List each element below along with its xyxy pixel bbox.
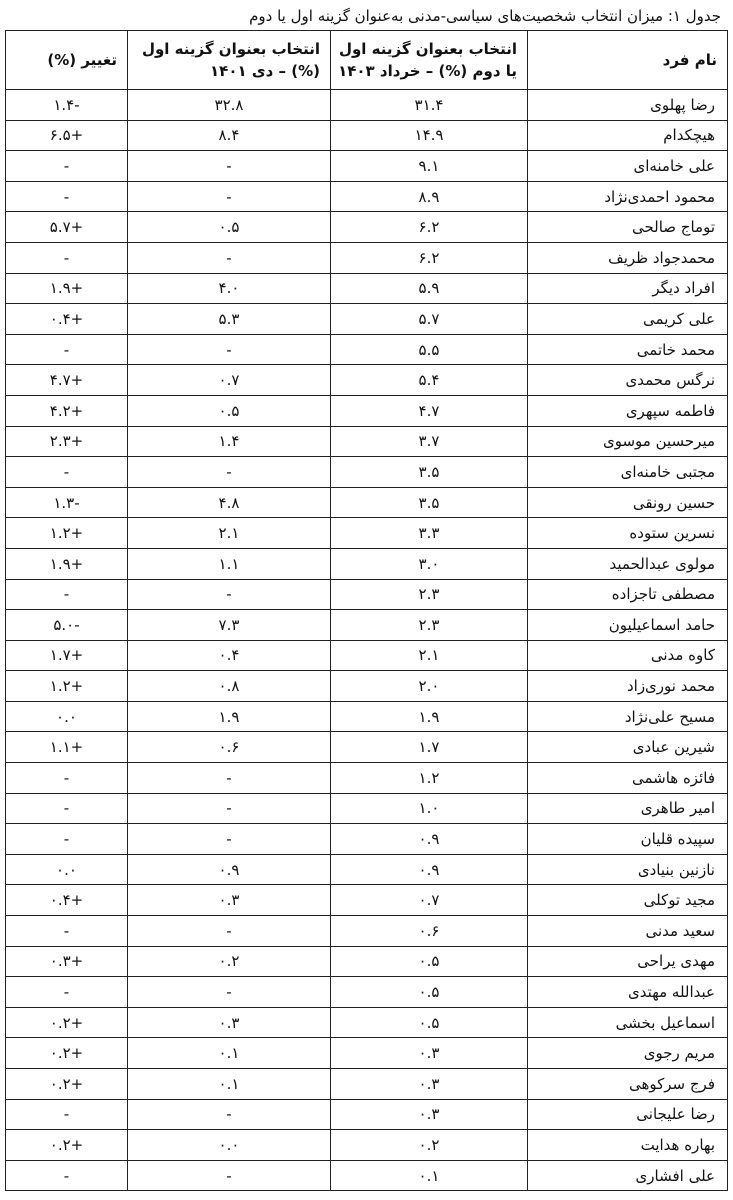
- cell-change: ۰.۰: [6, 701, 128, 732]
- cell-change: +۶.۵: [6, 120, 128, 151]
- cell-1403: ۵.۹: [331, 273, 528, 304]
- cell-change: -۱.۳: [6, 487, 128, 518]
- cell-1403: ۵.۷: [331, 304, 528, 335]
- cell-1403: ۰.۵: [331, 1007, 528, 1038]
- cell-change: +۰.۲: [6, 1038, 128, 1069]
- table-row: [6, 90, 728, 121]
- cell-1401: -: [128, 334, 331, 365]
- cell-1403: ۱.۷: [331, 732, 528, 763]
- table-row: [6, 426, 728, 457]
- table-row: [6, 273, 728, 304]
- cell-1401: ۰.۸: [128, 671, 331, 702]
- cell-change: +۱.۹: [6, 548, 128, 579]
- cell-1403: ۳.۵: [331, 457, 528, 488]
- cell-name: رضا پهلوی: [528, 90, 728, 121]
- cell-change: +۰.۳: [6, 946, 128, 977]
- cell-1403: ۰.۳: [331, 1069, 528, 1100]
- cell-1403: ۶.۲: [331, 212, 528, 243]
- cell-name: علی کریمی: [528, 304, 728, 335]
- cell-1403: ۰.۵: [331, 977, 528, 1008]
- cell-1403: ۳.۰: [331, 548, 528, 579]
- cell-1403: ۸.۹: [331, 181, 528, 212]
- table-row: [6, 854, 728, 885]
- table-row: [6, 885, 728, 916]
- cell-name: کاوه مدنی: [528, 640, 728, 671]
- cell-name: فاطمه سپهری: [528, 395, 728, 426]
- table-row: [6, 548, 728, 579]
- cell-name: اسماعیل بخشی: [528, 1007, 728, 1038]
- table-row: [6, 395, 728, 426]
- cell-name: مجید توکلی: [528, 885, 728, 916]
- cell-1403: ۲.۳: [331, 579, 528, 610]
- table-row: [6, 181, 728, 212]
- cell-1403: ۲.۱: [331, 640, 528, 671]
- cell-1403: ۲.۳: [331, 610, 528, 641]
- table-row: [6, 640, 728, 671]
- cell-change: +۵.۷: [6, 212, 128, 243]
- cell-1403: ۰.۳: [331, 1038, 528, 1069]
- cell-change: -: [6, 793, 128, 824]
- cell-name: مولوی عبدالحمید: [528, 548, 728, 579]
- table-row: [6, 671, 728, 702]
- cell-name: مریم رجوی: [528, 1038, 728, 1069]
- table-header-row: [6, 31, 728, 90]
- cell-change: -: [6, 824, 128, 855]
- cell-1403: ۱.۹: [331, 701, 528, 732]
- cell-1401: -: [128, 181, 331, 212]
- table-row: [6, 916, 728, 947]
- cell-1401: -: [128, 151, 331, 182]
- table-row: [6, 1130, 728, 1161]
- cell-1401: -: [128, 763, 331, 794]
- cell-change: -: [6, 1099, 128, 1130]
- table-row: [6, 763, 728, 794]
- table-row: [6, 365, 728, 396]
- cell-name: مسیح علی‌نژاد: [528, 701, 728, 732]
- cell-name: سعید مدنی: [528, 916, 728, 947]
- cell-name: علی خامنه‌ای: [528, 151, 728, 182]
- cell-1403: ۵.۵: [331, 334, 528, 365]
- table-body: [6, 90, 728, 1191]
- cell-1401: ۳۲.۸: [128, 90, 331, 121]
- cell-1401: ۲.۱: [128, 518, 331, 549]
- cell-1403: ۴.۷: [331, 395, 528, 426]
- cell-change: +۰.۲: [6, 1130, 128, 1161]
- cell-1401: ۰.۷: [128, 365, 331, 396]
- cell-1401: -: [128, 242, 331, 273]
- cell-change: -: [6, 916, 128, 947]
- cell-1403: ۱.۲: [331, 763, 528, 794]
- cell-1401: -: [128, 916, 331, 947]
- cell-change: -: [6, 457, 128, 488]
- cell-1401: ۸.۴: [128, 120, 331, 151]
- cell-1401: -: [128, 1099, 331, 1130]
- cell-1403: ۳۱.۴: [331, 90, 528, 121]
- cell-1403: ۱.۰: [331, 793, 528, 824]
- table-row: [6, 242, 728, 273]
- cell-name: حامد اسماعیلیون: [528, 610, 728, 641]
- cell-name: هیچکدام: [528, 120, 728, 151]
- cell-1401: ۱.۹: [128, 701, 331, 732]
- cell-1401: ۴.۰: [128, 273, 331, 304]
- cell-name: میرحسین موسوی: [528, 426, 728, 457]
- cell-1403: ۵.۴: [331, 365, 528, 396]
- cell-change: +۴.۷: [6, 365, 128, 396]
- table-caption: جدول ۱: میزان انتخاب شخصیت‌های سیاسی-مدنی به‌عنوان گزینه اول یا دوم: [249, 7, 721, 25]
- cell-1403: ۳.۵: [331, 487, 528, 518]
- cell-1403: ۰.۳: [331, 1099, 528, 1130]
- cell-change: -۵.۰: [6, 610, 128, 641]
- cell-name: رضا علیجانی: [528, 1099, 728, 1130]
- cell-name: شیرین عبادی: [528, 732, 728, 763]
- header-change: تغییر (%): [6, 31, 128, 90]
- cell-1401: -: [128, 579, 331, 610]
- cell-1403: ۰.۲: [331, 1130, 528, 1161]
- cell-name: توماج صالحی: [528, 212, 728, 243]
- results-table: [5, 30, 728, 1191]
- cell-change: +۰.۴: [6, 304, 128, 335]
- cell-name: محمدجواد ظریف: [528, 242, 728, 273]
- table-row: [6, 1007, 728, 1038]
- header-1401: انتخاب بعنوان گزینه اول (%) – دی ۱۴۰۱: [128, 31, 331, 90]
- cell-1401: ۰.۴: [128, 640, 331, 671]
- table-row: [6, 487, 728, 518]
- cell-1401: ۰.۹: [128, 854, 331, 885]
- cell-name: نرگس محمدی: [528, 365, 728, 396]
- table-row: [6, 304, 728, 335]
- cell-1403: ۰.۶: [331, 916, 528, 947]
- cell-change: +۴.۲: [6, 395, 128, 426]
- table-row: [6, 793, 728, 824]
- cell-1403: ۶.۲: [331, 242, 528, 273]
- cell-1403: ۹.۱: [331, 151, 528, 182]
- cell-1401: ۰.۵: [128, 395, 331, 426]
- table-row: [6, 1099, 728, 1130]
- cell-1401: ۰.۶: [128, 732, 331, 763]
- cell-1401: -: [128, 824, 331, 855]
- cell-1401: ۱.۴: [128, 426, 331, 457]
- cell-name: امیر طاهری: [528, 793, 728, 824]
- cell-name: مصطفی تاجزاده: [528, 579, 728, 610]
- cell-1401: -: [128, 977, 331, 1008]
- cell-change: -۱.۴: [6, 90, 128, 121]
- table-row: [6, 334, 728, 365]
- cell-change: ۰.۰: [6, 854, 128, 885]
- cell-name: مهدی یراحی: [528, 946, 728, 977]
- cell-name: نسرین ستوده: [528, 518, 728, 549]
- table-row: [6, 1069, 728, 1100]
- cell-1403: ۰.۹: [331, 854, 528, 885]
- cell-name: فرج سرکوهی: [528, 1069, 728, 1100]
- cell-1401: -: [128, 457, 331, 488]
- cell-1403: ۰.۱: [331, 1160, 528, 1191]
- cell-1401: ۷.۳: [128, 610, 331, 641]
- table-row: [6, 1038, 728, 1069]
- cell-name: بهاره هدایت: [528, 1130, 728, 1161]
- table-row: [6, 610, 728, 641]
- cell-change: +۱.۷: [6, 640, 128, 671]
- cell-1401: ۰.۱: [128, 1069, 331, 1100]
- cell-change: -: [6, 151, 128, 182]
- table-row: [6, 579, 728, 610]
- cell-name: افراد دیگر: [528, 273, 728, 304]
- table-row: [6, 518, 728, 549]
- cell-1403: ۰.۵: [331, 946, 528, 977]
- cell-1401: ۵.۳: [128, 304, 331, 335]
- table-row: [6, 1160, 728, 1191]
- cell-1401: ۰.۳: [128, 885, 331, 916]
- cell-change: +۰.۴: [6, 885, 128, 916]
- table-row: [6, 120, 728, 151]
- cell-change: +۱.۹: [6, 273, 128, 304]
- cell-1401: ۰.۱: [128, 1038, 331, 1069]
- cell-1401: -: [128, 793, 331, 824]
- cell-1401: ۱.۱: [128, 548, 331, 579]
- cell-name: محمود احمدی‌نژاد: [528, 181, 728, 212]
- table-row: [6, 824, 728, 855]
- cell-1403: ۰.۹: [331, 824, 528, 855]
- cell-1403: ۲.۰: [331, 671, 528, 702]
- cell-name: محمد خاتمی: [528, 334, 728, 365]
- cell-change: -: [6, 334, 128, 365]
- cell-1401: ۰.۳: [128, 1007, 331, 1038]
- cell-1403: ۰.۷: [331, 885, 528, 916]
- cell-change: -: [6, 181, 128, 212]
- cell-name: حسین رونقی: [528, 487, 728, 518]
- cell-change: -: [6, 579, 128, 610]
- cell-change: -: [6, 763, 128, 794]
- cell-change: +۰.۲: [6, 1007, 128, 1038]
- cell-1403: ۳.۳: [331, 518, 528, 549]
- cell-change: +۱.۲: [6, 671, 128, 702]
- table-row: [6, 732, 728, 763]
- cell-change: +۰.۲: [6, 1069, 128, 1100]
- header-name: نام فرد: [528, 31, 728, 90]
- cell-name: عبدالله مهتدی: [528, 977, 728, 1008]
- cell-1403: ۳.۷: [331, 426, 528, 457]
- cell-change: +۱.۲: [6, 518, 128, 549]
- cell-name: فائزه هاشمی: [528, 763, 728, 794]
- cell-name: محمد نوری‌زاد: [528, 671, 728, 702]
- cell-name: مجتبی خامنه‌ای: [528, 457, 728, 488]
- table-row: [6, 212, 728, 243]
- cell-change: -: [6, 977, 128, 1008]
- cell-1401: ۰.۲: [128, 946, 331, 977]
- cell-name: نازنین بنیادی: [528, 854, 728, 885]
- table-row: [6, 701, 728, 732]
- cell-1401: ۰.۵: [128, 212, 331, 243]
- cell-change: -: [6, 1160, 128, 1191]
- table-row: [6, 977, 728, 1008]
- cell-change: +۲.۳: [6, 426, 128, 457]
- cell-1401: ۴.۸: [128, 487, 331, 518]
- cell-1401: -: [128, 1160, 331, 1191]
- table-row: [6, 457, 728, 488]
- cell-change: +۱.۱: [6, 732, 128, 763]
- table-row: [6, 946, 728, 977]
- cell-name: سپیده قلیان: [528, 824, 728, 855]
- cell-1401: ۰.۰: [128, 1130, 331, 1161]
- cell-1403: ۱۴.۹: [331, 120, 528, 151]
- header-1403: انتخاب بعنوان گزینه اول یا دوم (%) – خرداد ۱۴۰۳: [331, 31, 528, 90]
- cell-change: -: [6, 242, 128, 273]
- cell-name: علی افشاری: [528, 1160, 728, 1191]
- table-row: [6, 151, 728, 182]
